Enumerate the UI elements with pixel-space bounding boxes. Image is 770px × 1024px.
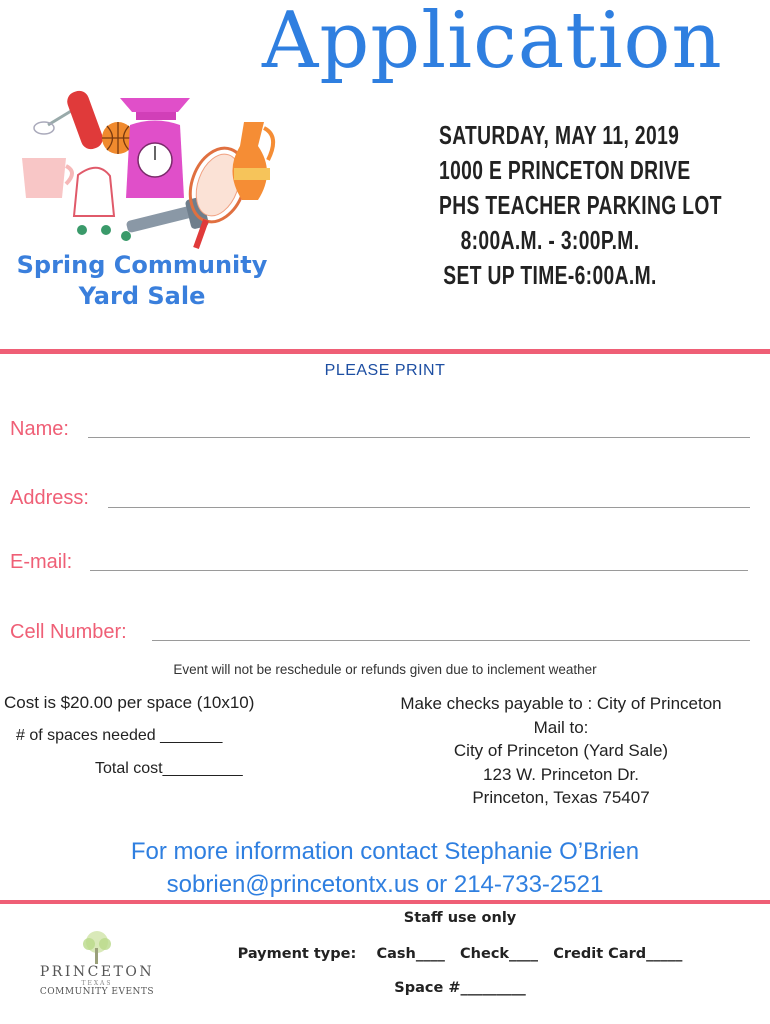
address-label: Address: (10, 487, 89, 509)
checks-payable-line: Make checks payable to : City of Princeton (400, 694, 722, 713)
event-hours: 8:00A.M. - 3:00P.M. (460, 225, 640, 255)
logo-state: TEXAS (81, 980, 113, 987)
name-label: Name: (10, 418, 69, 440)
mail-recipient: City of Princeton (Yard Sale) (453, 741, 669, 760)
space-number-line[interactable]: Space #_________ (394, 980, 526, 996)
please-print-instruction: PLEASE PRINT (324, 362, 446, 379)
event-name-line1: Spring Community (16, 251, 268, 279)
email-label: E-mail: (10, 551, 73, 573)
payment-credit-card-option[interactable]: Credit Card_____ (553, 946, 683, 962)
event-name (8, 250, 276, 312)
cell-number-label: Cell Number: (10, 621, 127, 643)
address-field[interactable] (108, 507, 750, 508)
bottom-divider (0, 900, 770, 904)
payment-type-label: Payment type: (237, 946, 357, 962)
payment-cash-option[interactable]: Cash____ (376, 946, 445, 962)
whisk-icon (34, 108, 76, 134)
event-setup-time: SET UP TIME-6:00A.M. (443, 260, 657, 290)
pitcher-icon (22, 158, 72, 198)
event-address: 1000 E PRINCETON DRIVE (439, 155, 691, 185)
contact-email-phone: sobrien@princetontx.us or 214-733-2521 (166, 871, 604, 898)
total-cost-line[interactable]: Total cost_________ (95, 760, 243, 777)
event-location: PHS TEACHER PARKING LOT (439, 190, 722, 220)
mail-street: 123 W. Princeton Dr. (483, 764, 639, 784)
spaces-needed-line[interactable]: # of spaces needed _______ (16, 727, 223, 744)
mixer-icon (64, 88, 105, 152)
cost-per-space: Cost is $20.00 per space (10x10) (4, 693, 255, 712)
roller-skate-icon (74, 168, 131, 241)
staff-use-heading: Staff use only (403, 910, 517, 926)
page-title: Application (262, 0, 723, 86)
mail-city: Princeton, Texas 75407 (472, 788, 650, 807)
logo-name: PRINCETON (39, 964, 155, 980)
mailing-instructions (360, 692, 762, 810)
tree-logo-icon (76, 930, 118, 966)
payment-check-option[interactable]: Check____ (460, 946, 539, 962)
name-field[interactable] (88, 437, 750, 438)
kitchen-scale-icon (120, 98, 190, 198)
cell-number-field[interactable] (152, 640, 750, 641)
logo-tagline: COMMUNITY EVENTS (39, 987, 155, 997)
contact-info (0, 835, 770, 901)
mail-to-label: Mail to: (533, 717, 589, 737)
event-details (439, 118, 722, 293)
event-date: SATURDAY, MAY 11, 2019 (439, 120, 680, 150)
payment-type-row (200, 946, 720, 962)
yard-sale-items-illustration (18, 80, 280, 250)
contact-line: For more information contact Stephanie O’Brien (130, 838, 640, 865)
weather-note: Event will not be reschedule or refunds given due to inclement weather (173, 662, 597, 677)
vase-icon (232, 122, 273, 200)
email-field[interactable] (90, 570, 748, 571)
event-name-line2: Yard Sale (78, 282, 206, 310)
top-divider (0, 349, 770, 354)
